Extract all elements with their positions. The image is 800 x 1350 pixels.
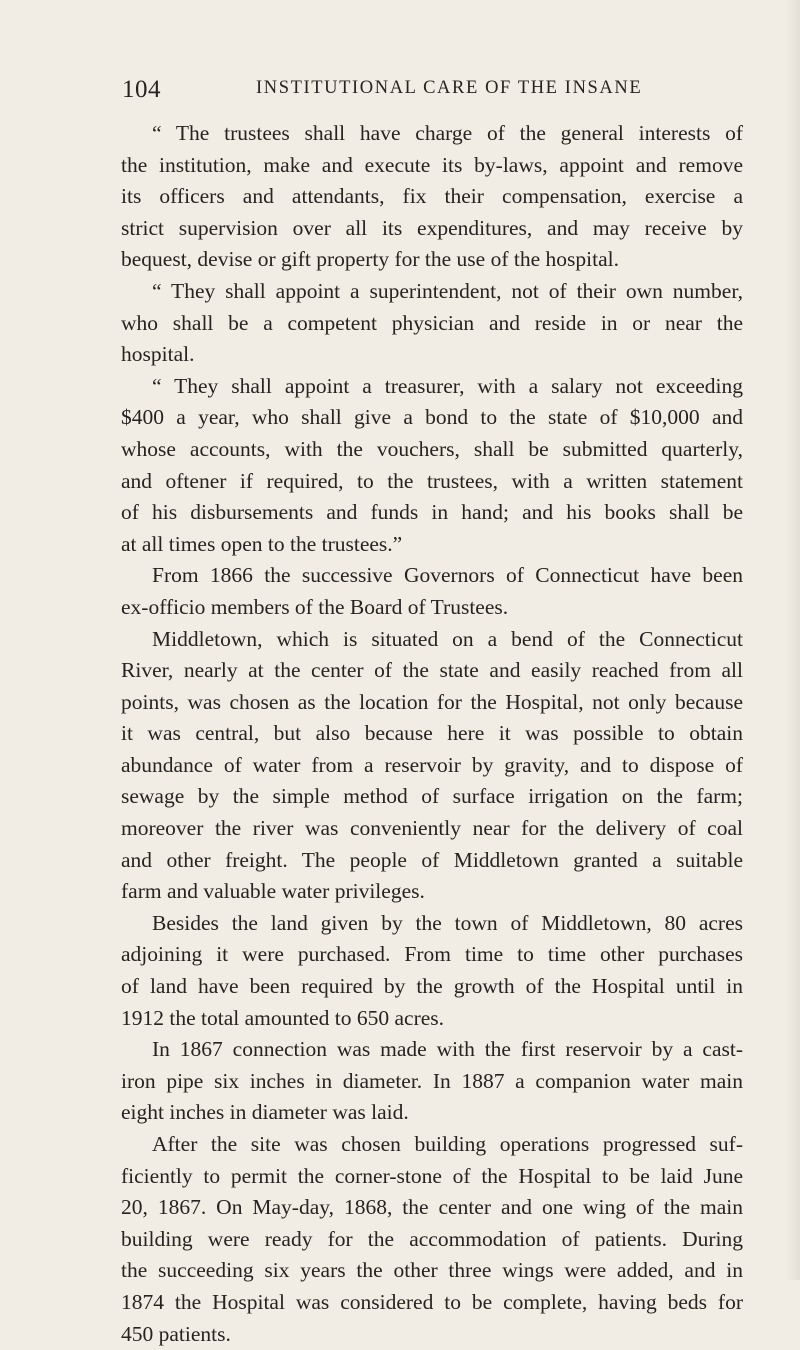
text-line: $400 a year, who shall give a bond to the state of $10,000 and <box>121 405 743 430</box>
text-line: In 1867 connection was made with the first reservoir by a cast- <box>152 1037 743 1062</box>
text-line: iron pipe six inches in diameter. In 1887 a companion water main <box>121 1068 743 1093</box>
text-line: building were ready for the accommodation of patients. During <box>121 1226 743 1251</box>
text-line: eight inches in diameter was laid. <box>121 1100 409 1125</box>
text-line: and other freight. The people of Middletown granted a suitable <box>121 847 743 872</box>
text-line: at all times open to the trustees.” <box>121 531 403 556</box>
text-line: moreover the river was conveniently near for the delivery of coal <box>121 816 743 841</box>
text-line: Middletown, which is situated on a bend of the Connecticut <box>152 626 743 651</box>
text-line: 450 patients. <box>121 1321 231 1346</box>
text-line: 1912 the total amounted to 650 acres. <box>121 1005 445 1030</box>
text-line: “ They shall appoint a superintendent, not of their own number, <box>152 278 743 303</box>
body-text <box>121 118 743 1350</box>
text-line: bequest, devise or gift property for the use of the hospital. <box>121 247 619 272</box>
page-header <box>122 76 742 106</box>
text-line: sewage by the simple method of surface irrigation on the farm; <box>121 784 743 809</box>
text-line: of land have been required by the growth of the Hospital until in <box>121 974 743 999</box>
text-line: of his disbursements and funds in hand; and his books shall be <box>121 500 743 525</box>
text-line: who shall be a competent physician and reside in or near the <box>121 310 743 335</box>
text-line: Besides the land given by the town of Middletown, 80 acres <box>152 910 743 935</box>
text-line: abundance of water from a reservoir by gravity, and to dispose of <box>121 752 743 777</box>
page-edge-shadow <box>786 0 800 1280</box>
text-line: the institution, make and execute its by-laws, appoint and remove <box>121 152 743 177</box>
text-line: its officers and attendants, fix their compensation, exercise a <box>121 184 743 209</box>
running-head: INSTITUTIONAL CARE OF THE INSANE <box>256 78 643 98</box>
text-line: farm and valuable water privileges. <box>121 879 425 904</box>
text-line: ex-officio members of the Board of Trustees. <box>121 594 509 619</box>
text-line: 1874 the Hospital was considered to be complete, having beds for <box>121 1289 743 1314</box>
text-line: points, was chosen as the location for the Hospital, not only because <box>121 689 743 714</box>
text-line: After the site was chosen building operations progressed suf- <box>152 1132 743 1156</box>
text-line: adjoining it were purchased. From time to time other purchases <box>121 942 743 967</box>
text-line: From 1866 the successive Governors of Connecticut have been <box>152 563 743 588</box>
text-line: strict supervision over all its expenditures, and may receive by <box>121 215 743 240</box>
text-line: the succeeding six years the other three wings were added, and in <box>121 1258 743 1283</box>
text-line: River, nearly at the center of the state and easily reached from all <box>121 658 743 683</box>
text-line: “ They shall appoint a treasurer, with a salary not exceeding <box>152 373 743 398</box>
text-line: ficiently to permit the corner-stone of the Hospital to be laid June <box>121 1163 743 1188</box>
text-line: hospital. <box>121 342 195 367</box>
text-line: “ The trustees shall have charge of the general interests of <box>152 121 743 145</box>
page-number: 104 <box>122 76 161 103</box>
text-line: whose accounts, with the vouchers, shall be submitted quarterly, <box>121 436 743 461</box>
text-line: 20, 1867. On May-day, 1868, the center and one wing of the main <box>121 1195 743 1220</box>
text-line: and oftener if required, to the trustees, with a written statement <box>121 468 743 493</box>
text-line: it was central, but also because here it was possible to obtain <box>121 721 743 746</box>
